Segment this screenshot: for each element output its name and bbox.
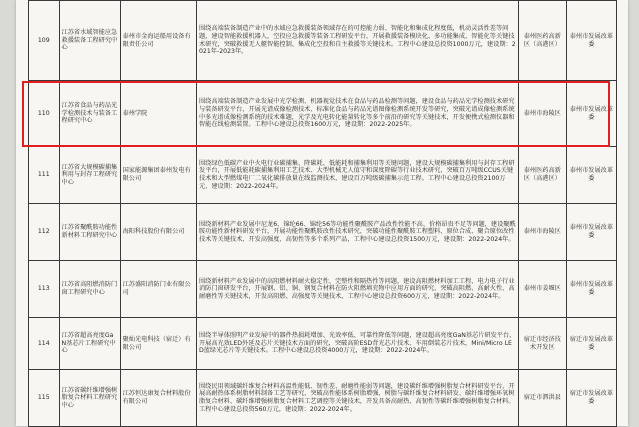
row-number: 109 bbox=[29, 1, 60, 81]
host-unit: 江苏盛阳消防门业有限公司 bbox=[120, 261, 196, 318]
recommending-dept: 泰州市发展改革委 bbox=[566, 261, 616, 318]
recommending-dept: 宿迁市发展改革委 bbox=[566, 318, 616, 370]
location: 泰州市姜堰区 bbox=[518, 261, 566, 318]
host-unit: 江苏恒达康复合材料股份有限公司 bbox=[120, 370, 196, 427]
center-name: 江苏省高阻燃消防门窗工程研究中心 bbox=[59, 261, 120, 318]
host-unit: 聚灿光电科技（宿迁）有限公司 bbox=[120, 318, 196, 370]
recommending-dept: 宿迁市发展改革委 bbox=[566, 370, 616, 427]
center-name: 江苏省聚酰胺功能性新材料工程研究中心 bbox=[59, 204, 120, 261]
center-name: 江苏省大规模碳捕集利用与封存工程研究中心 bbox=[59, 147, 120, 204]
row-number: 115 bbox=[29, 370, 60, 427]
center-name: 江苏省食品与药品光学检测技术与装备工程研究中心 bbox=[59, 81, 120, 147]
recommending-dept: 泰州市发展改革委 bbox=[566, 1, 616, 81]
row-number: 110 bbox=[29, 81, 60, 147]
project-description: 围绕绿色低碳产业中火电行业碳捕集、降碳耗、低能耗和捕集利用等关键问题，建设大规模碳捕集利用与封存工程研发平台，开展低能耗碳捕集利用工艺技术、大型机械无人值守和深度降碳等行业技术研究，突破百万吨级CCUS关键技术和大型燃煤电厂二氧化碳排放量在线监测技术，建设百万吨级碳捕集示范工程。工程中心建设总投资2100万元，建设期：2022-2024年。 bbox=[196, 147, 518, 204]
row-number: 113 bbox=[29, 261, 60, 318]
location: 泰州市海陵区 bbox=[518, 81, 566, 147]
table-row bbox=[29, 147, 617, 204]
host-unit: 国家能源集团泰州发电有限公司 bbox=[120, 147, 196, 204]
row-number: 114 bbox=[29, 318, 60, 370]
document-page bbox=[16, 0, 628, 426]
location: 泰州市海陵区 bbox=[518, 204, 566, 261]
host-unit: 泰州市金海运船用设备有限责任公司 bbox=[120, 1, 196, 81]
project-table bbox=[28, 0, 617, 427]
host-unit: 海阳科技股份有限公司 bbox=[120, 204, 196, 261]
project-description: 围绕新材料产业发展中尼龙6、锦纶66、锦纶56等功能性聚酰胺产品改性性能不高、价格昂贵不足等问题，建设聚酰胺功能性新材料研发平台，开展功能性聚酰胺改性技术研究，突破功能性聚酰胺工程塑料、原位合成、聚合原位改性技术等关键技术，开发高强度、高韧性等多个系列产品，工程中心建设总投资1500万元，建设期：2022-2024年。 bbox=[196, 204, 518, 261]
project-description: 围绕半导体照明产业发展中的器件热损耗增加、光效率低、可靠性降低等问题，建设超高亮度GaN基芯片研发平台，开展高光效LED外延及芯片关键技术方面的研究，突破高阶ESD背光芯片技术、车用倒装芯片技术，Mini/Micro LED蓝绿光芯片等关键技术。工程中心建设总投资4000万元，建设期：2022-2024年。 bbox=[196, 318, 518, 370]
table-row bbox=[29, 81, 617, 147]
center-name: 江苏省水域智能应急救援装备工程研究中心 bbox=[59, 1, 120, 81]
table-row bbox=[29, 370, 617, 427]
center-name: 江苏省超高亮度GaN基芯片工程研究中心 bbox=[59, 318, 120, 370]
table-row bbox=[29, 318, 617, 370]
recommending-dept: 泰州市发展改革委 bbox=[566, 147, 616, 204]
location: 宿迁市泗洪县 bbox=[518, 370, 566, 427]
project-description: 围绕民用领域碳纤维复合材料高温性能低、韧性差、耐磨性能弱等问题，建设碳纤维增强树脂复合材料研发平台，开展高耐热体系树脂材料制备工艺等研究，突破高性能体系树脂增强、树脂与碳纤维复合材料研发、碳纤维增强环氧树脂复合材料、碳纤维增强树脂复合材料工艺调控等关键技术，开发具备高耐热、高韧性等碳纤维增强树脂复合材料。工程中心建设总投资560万元，建设期：2022-2024年。 bbox=[196, 370, 518, 427]
host-unit: 泰州学院 bbox=[120, 81, 196, 147]
project-description: 围绕高端装备制造产业中的水域应急救援装备领域存在的可控能力弱、智能化和集成化程度低，机动灵活性差等问题，建设智能救援机器人，空投应急救援等装备工程研发平台，开展救援装备模块化、多功能集成、智能化等关键技术研究，突破救援无人艇智能控制、集成化空投和自主救援等关键技术。工程中心建设总投资1000万元，建设期：2021年-2023年。 bbox=[196, 1, 518, 81]
location: 泰州医药高新区（高港区） bbox=[518, 1, 566, 81]
recommending-dept: 泰州市发展改革委 bbox=[566, 81, 616, 147]
center-name: 江苏省碳纤维增强树脂复合材料工程研究中心 bbox=[59, 370, 120, 427]
project-description: 围绕新材料产业发展中的高阻燃材料耐火稳定性、完整性和隔热性等问题，建设高阻燃材料加工工程、电力电子行业消防门窗研发平台，开展钢、铝、铜、钢复合材料在防火阻燃填充物中应用方面的研究，突破高阻燃、高耐火性、高耐磨性等关键技术，开发高阻燃、高强度等关键技术，工程中心建设总投资600万元，建设期：2022-2024年。 bbox=[196, 261, 518, 318]
row-number: 111 bbox=[29, 147, 60, 204]
row-number: 112 bbox=[29, 204, 60, 261]
table-row bbox=[29, 1, 617, 81]
location: 宿迁市经济技术开发区 bbox=[518, 318, 566, 370]
table-row bbox=[29, 204, 617, 261]
project-description: 围绕高端装备制造产业发展中光学检测、机器视觉技术在食品与药品检测等问题，建设食品与药品光学检测技术研究与装备研发平台，开展光谱成像检测技术、标准化食品与药品光谱图像检测系统开发等研究，突破光谱成像检测系统中多光谱成像检测系统的技术难题，光学及光电转化能量转化等多个前沿的研究等关键技术，开发便携式检测仪器和智能在线检测装置。工程中心建设总投资1600万元，建设期：2022-2025年。 bbox=[196, 81, 518, 147]
location: 泰州医药高新区（高港区） bbox=[518, 147, 566, 204]
recommending-dept: 泰州市发展改革委 bbox=[566, 204, 616, 261]
table-row bbox=[29, 261, 617, 318]
